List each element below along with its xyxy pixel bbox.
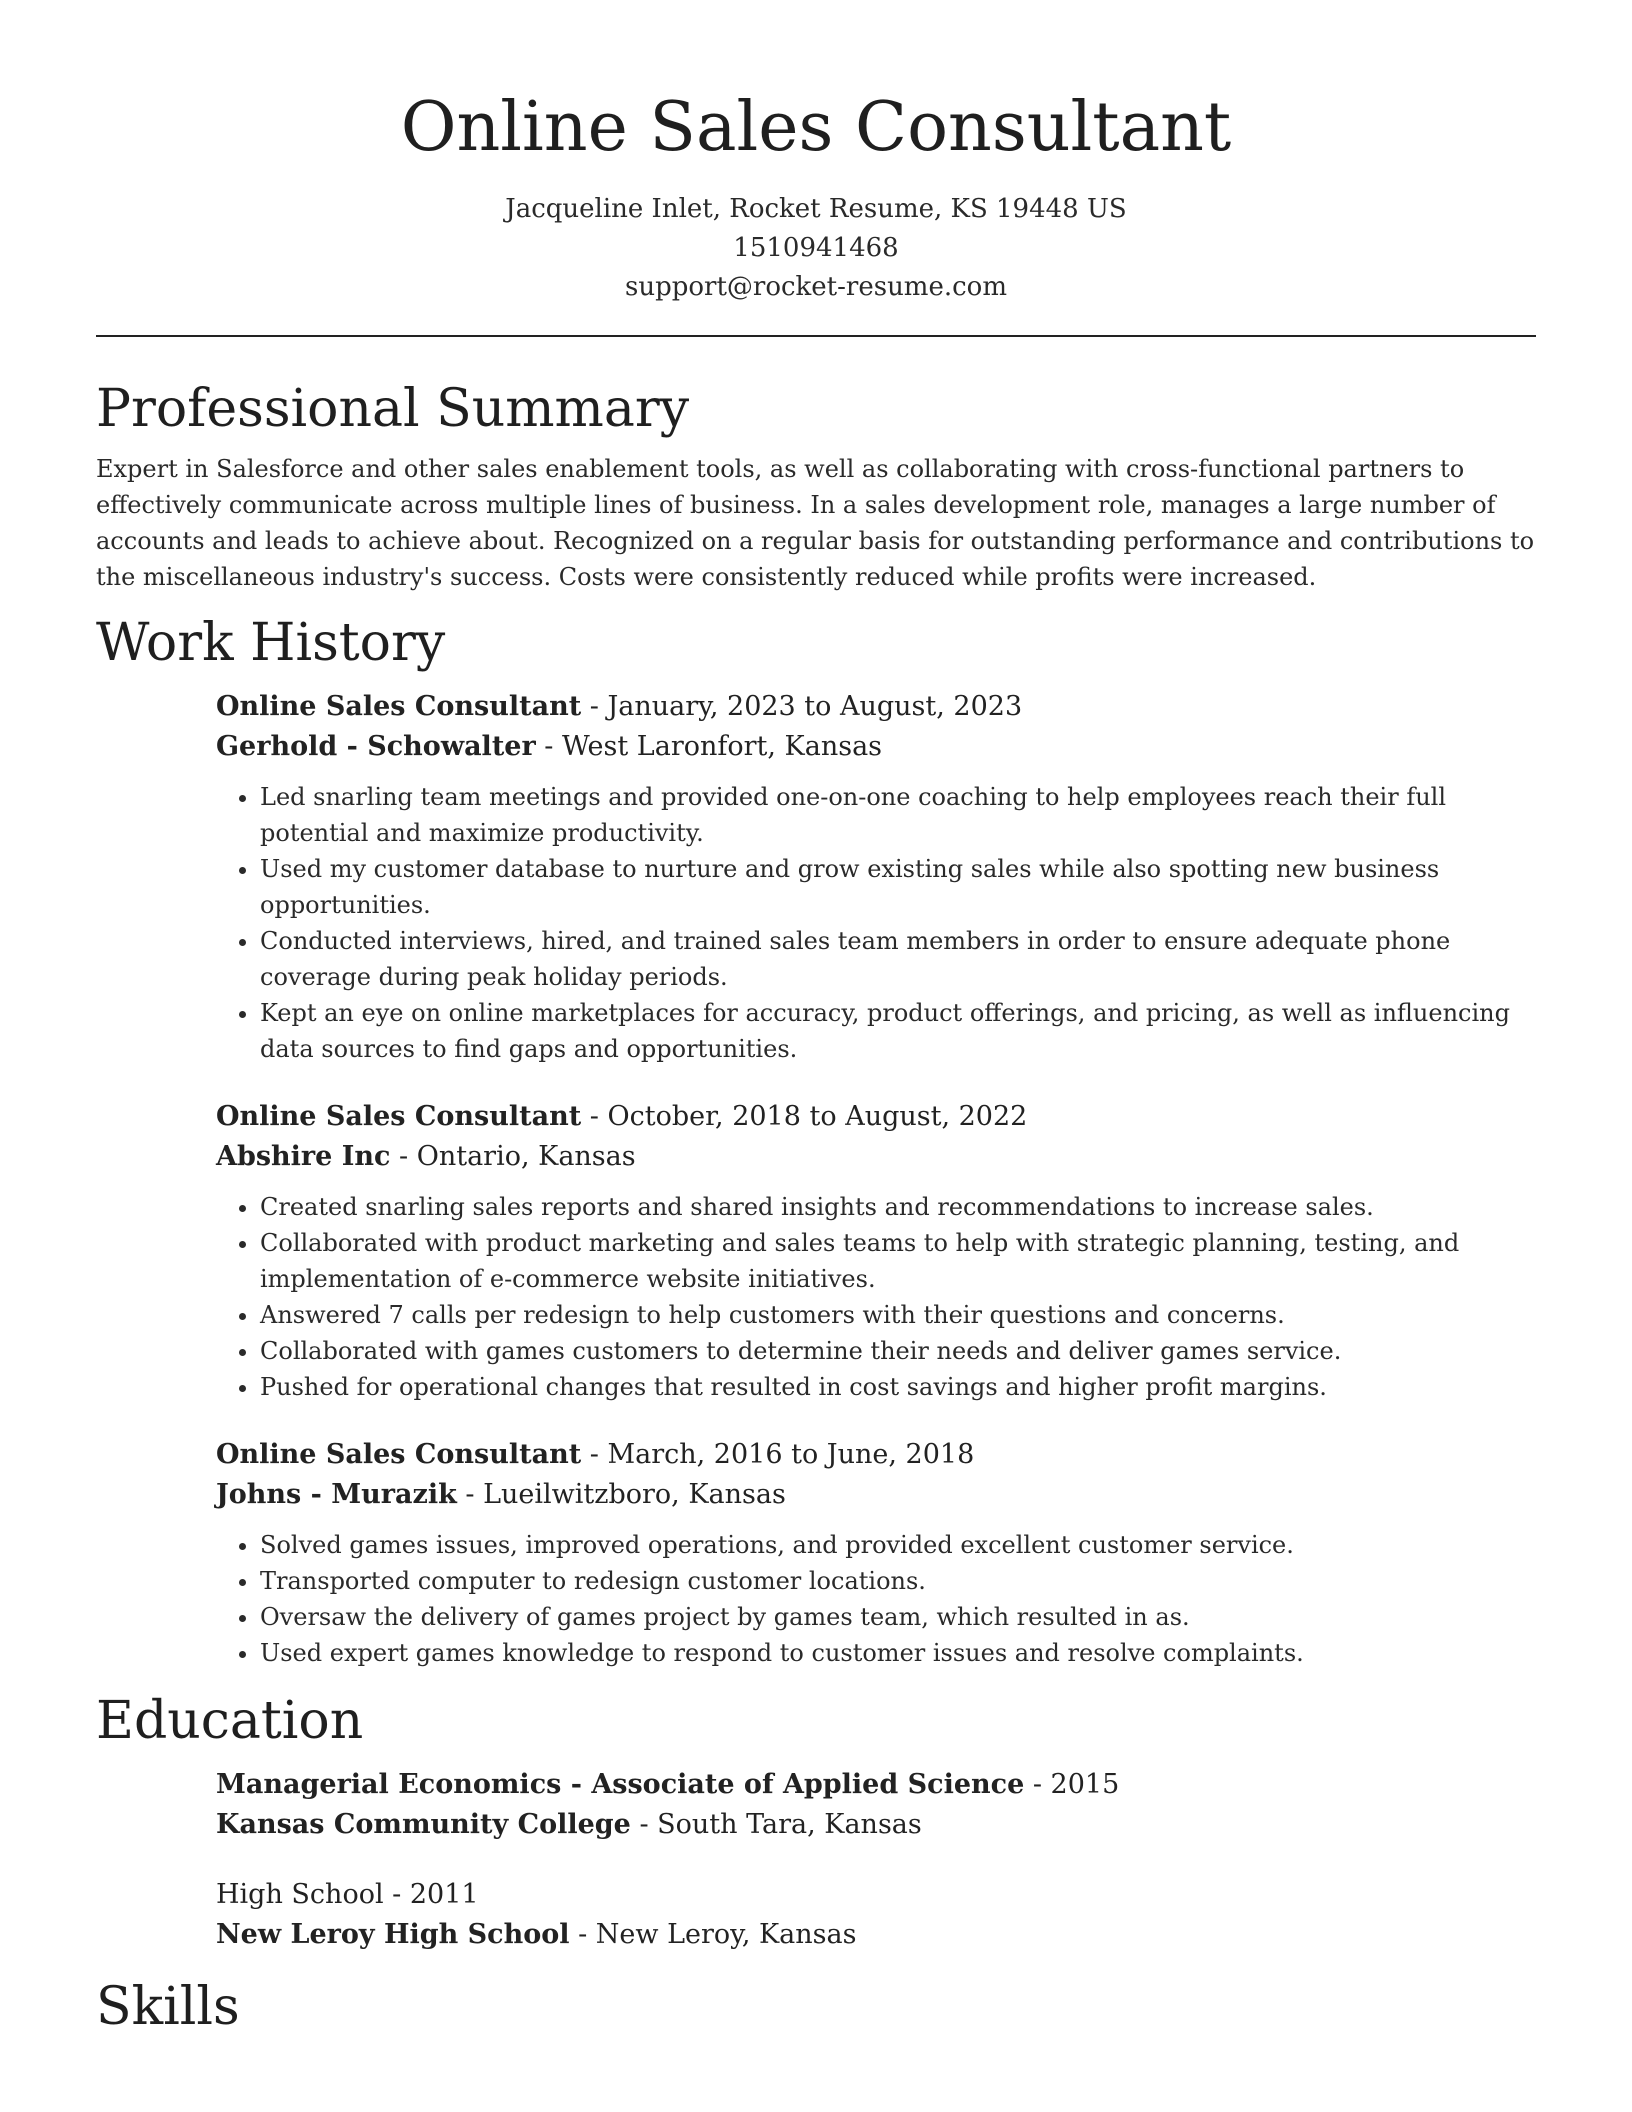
education-school: New Leroy High School <box>216 1919 570 1950</box>
job-entry <box>216 1435 1536 1671</box>
job-bullet: • Collaborated with games customers to determine their needs and deliver games service. <box>260 1333 1536 1369</box>
job-company-line <box>216 1137 1536 1177</box>
education-heading: Education <box>96 1691 364 1751</box>
work-history-heading: Work History <box>96 613 446 673</box>
job-bullets <box>216 1527 1536 1671</box>
job-bullet: • Pushed for operational changes that resulted in cost savings and higher profit margins. <box>260 1369 1536 1405</box>
job-entry <box>216 1097 1536 1405</box>
job-dates: - January, 2023 to August, 2023 <box>581 691 1023 722</box>
job-bullet: • Collaborated with product marketing and sales teams to help with strategic planning, testing, and implementation of e-commerce website initiatives. <box>260 1225 1536 1297</box>
summary-heading: Professional Summary <box>96 379 690 439</box>
header-divider <box>96 335 1536 337</box>
education-entry <box>216 1765 1536 1845</box>
job-role: Online Sales Consultant <box>216 691 582 722</box>
job-location: - Ontario, Kansas <box>390 1141 636 1172</box>
contact-address: Jacqueline Inlet, Rocket Resume, KS 19448 US <box>505 194 1127 224</box>
resume-name: Online Sales Consultant <box>400 88 1232 167</box>
job-company-line <box>216 1475 1536 1515</box>
job-location: - Lueilwitzboro, Kansas <box>456 1479 786 1510</box>
contact-email: support@rocket-resume.com <box>624 272 1007 302</box>
education-degree-line <box>216 1875 1536 1915</box>
job-bullet: • Conducted interviews, hired, and trained sales team members in order to ensure adequate phone coverage during peak holiday periods. <box>260 923 1536 995</box>
job-dates: - October, 2018 to August, 2022 <box>581 1101 1028 1132</box>
education-degree-line <box>216 1765 1536 1805</box>
education-year: - 2011 <box>383 1879 479 1910</box>
skills-heading: Skills <box>96 1977 240 2037</box>
education-field: Managerial Economics - Associate of Applied Science <box>216 1769 1025 1800</box>
education-school-line <box>216 1915 1536 1955</box>
job-location: - West Laronfort, Kansas <box>535 731 883 762</box>
contact-block <box>96 190 1536 307</box>
job-role: Online Sales Consultant <box>216 1439 582 1470</box>
education-year: - 2015 <box>1024 1769 1120 1800</box>
job-bullet: • Used my customer database to nurture and grow existing sales while also spotting new business opportunities. <box>260 851 1536 923</box>
job-company-line <box>216 727 1536 767</box>
job-company: Gerhold - Schowalter <box>216 731 536 762</box>
job-bullet: • Oversaw the delivery of games project by games team, which resulted in as. <box>260 1599 1536 1635</box>
job-title-line <box>216 1097 1536 1137</box>
job-bullet: • Led snarling team meetings and provided one-on-one coaching to help employees reach their full potential and maximize productivity. <box>260 779 1536 851</box>
job-bullets <box>216 779 1536 1067</box>
job-company: Johns - Murazik <box>216 1479 457 1510</box>
job-entry <box>216 687 1536 1067</box>
education-school: Kansas Community College <box>216 1809 631 1840</box>
job-bullet: • Transported computer to redesign customer locations. <box>260 1563 1536 1599</box>
job-bullet: • Solved games issues, improved operations, and provided excellent customer service. <box>260 1527 1536 1563</box>
job-bullet: • Created snarling sales reports and shared insights and recommendations to increase sales. <box>260 1189 1536 1225</box>
job-bullet: • Kept an eye on online marketplaces for accuracy, product offerings, and pricing, as well as influencing data sources to find gaps and opportunities. <box>260 995 1536 1067</box>
job-bullet: • Used expert games knowledge to respond to customer issues and resolve complaints. <box>260 1635 1536 1671</box>
job-dates: - March, 2016 to June, 2018 <box>581 1439 975 1470</box>
summary-text: Expert in Salesforce and other sales enablement tools, as well as collaborating with cross-functional partners to effectively communicate across multiple lines of business. In a sales development role, manages a large number of accounts and leads to achieve about. Recognized on a regular basis for outstanding performance and contributions to the miscellaneous industry's success. Costs were consistently reduced while profits were increased. <box>96 455 1535 591</box>
resume-page <box>96 0 1536 2039</box>
job-company: Abshire Inc <box>216 1141 391 1172</box>
job-title-line <box>216 1435 1536 1475</box>
job-bullets <box>216 1189 1536 1405</box>
contact-phone: 1510941468 <box>733 233 899 263</box>
education-location: - New Leroy, Kansas <box>569 1919 857 1950</box>
education-location: - South Tara, Kansas <box>630 1809 922 1840</box>
job-bullet: • Answered 7 calls per redesign to help customers with their questions and concerns. <box>260 1297 1536 1333</box>
education-field: High School <box>216 1879 384 1910</box>
job-title-line <box>216 687 1536 727</box>
education-school-line <box>216 1805 1536 1845</box>
job-role: Online Sales Consultant <box>216 1101 582 1132</box>
education-entry <box>216 1875 1536 1955</box>
